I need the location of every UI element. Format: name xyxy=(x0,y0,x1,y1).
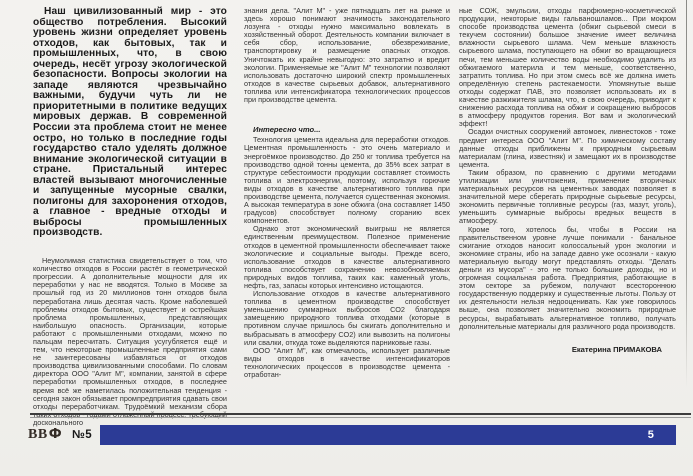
article-column-2 xyxy=(244,7,450,379)
issue-number: №5 xyxy=(72,428,92,441)
paragraph: Однако этот экономический выигрыш не является единственным преимуществом. Полезное применение отходов в цементной промышленности обеспечивает также экологические и социальные выгоды. Прежде всего, использование отходов в качестве альтернативного топлива способствует сохранению невозобновляемых природных видов топлива, таких как: каменный уголь, нефть, газ, запасы которых интенсивно истощаются. xyxy=(244,224,450,291)
paragraph: Таким образом, по сравнению с другими методами утилизации или уничтожения, применение вторичных материальных ресурсов на цементных заводах позволяет в значительной мере сберегать природные сырьевые ресурсы, экономить первичные топливные ресурсы (газ, мазут, уголь), уменьшить суммарные выбросы вредных веществ в атмосферу. xyxy=(459,167,676,226)
paragraph: ные СОЖ, эмульсии, отходы парфюмерно-косметической продукции, некоторые виды гальваношламов... При мокром способе производства цемента (обжиг сырьевой смеси в текучем состоянии) большое значение имеет величина влажности сырьевого шлама. Чем меньше влажность сырьевого шлама, поступающего на обжиг во вращающиеся печи, тем меньшее количество воды необходимо удалить из обжигаемого материла и тем меньше, соответственно, затратить топлива. Но при этом смесь всё же должна иметь определённую степень растекаемости. Упомянутые выше отходы содержат ПАВ, это позволяет использовать их в качестве разжижителя шлама, что, в свою очередь, приводит к снижению расхода топлива на обжиг и сокращению выбросов в атмосферу продуктов горения. Вот вам и экологический эффект! xyxy=(459,6,676,129)
paragraph: знания дела. "Алит М" - уже пятнадцать лет на рынке и здесь хорошо понимают значимость законодательного лозунга - отходы нужно максимально вовлекать в хозяйственный оборот. Деятельность компании включает в себя сбор, использование, обезвреживание, транспортировку и размещение опасных отходов. Уничтожать их крайне невыгодно: это затратно и вредит экологии. Применяемые же "Алит М" технологии позволяют использовать достаточно широкий спектр промышленных отходов в качестве сырьевых добавок, альтернативного топлива или интенсификатора технологических процессов при производстве цемента. xyxy=(244,6,450,105)
logo-emblem-icon: Ф xyxy=(48,426,63,442)
paragraph: Технология цемента идеальна для переработки отходов. Цементная промышленность - это очень материало и энергоёмкое производство. До 250 кг топлива требуется на производство одной тонны цемента, до 35% всех затрат в структуре себестоимости продукции составляет стоимость топлива и электроэнергии, поэтому, используя горючие виды отходов в качестве альтернативного топлива при производстве цемента, получается существенная экономия. А высокая температура в зоне обжига (она составляет 1450 градусов) способствует полному сгоранию всех компонентов. xyxy=(244,135,450,226)
paragraph: ООО "Алит М", как отмечалось, использует различные виды отходов в качестве интенсификаторов технологических процессов в производстве цемента - отработан- xyxy=(244,345,450,380)
footer xyxy=(0,424,693,445)
paragraph: Использование отходов в качестве альтернативного топлива в цементном производстве способствует уменьшению суммарных выбросов СО2 благодаря замещению природного топлива отходами (которые в противном случае пришлось бы сжигать дополнительно и выбрасывать в атмосферу СО2) или вывозить на полигоны или свалки, откуда тоже выделяются парниковые газы. xyxy=(244,289,450,347)
section-heading: Интересно что... xyxy=(253,125,321,135)
footer-bar xyxy=(100,425,676,445)
footer-divider xyxy=(30,413,691,418)
logo-text: ВВ xyxy=(28,426,48,442)
paragraph: Кроме того, хотелось бы, чтобы в России на правительственном уровне лучше понимали - банальное сжигание отходов наносит колоссальный урон экологии и экономике страны, ибо на западе давно уже осознали - какую материальную выгоду могут представлять отходы. "Делать деньги из мусора" - это не только большие доходы, но и огромная социальная работа. Предприятия, работающие в этом секторе за рубежом, получают всестороннюю государственную поддержку и существенные льготы. Пользу от их деятельности нельзя недооценивать. Как уже говорилось выше, она позволяет значительно экономить природные ресурсы, вырабатывать альтернативное топливо, получать дополнительные материалы для различного рода производств. xyxy=(459,224,676,331)
paragraph: Осадки очистных сооружений автомоек, ливнестоков - тоже предмет интереса ООО "Алит М". По химическому составу данные отходы приближены к природным сырьевым материалам (глина, известняк) и замещают их в производстве цемента. xyxy=(459,127,676,169)
paragraph: Неумолимая статистика свидетельствует о том, что количество отходов в России растёт в геометрической прогрессии. А дополнительные мощности для их переработки у нас не вводятся. Только в Москве за прошлый год из 20 миллионов тонн отходов была переработана лишь десятая часть. Кроме наболевшей проблемы отходов бытовых, существует и острейшая проблема промышленных, представляющих наибольшую опасность. Организации, которые работают с промышленными отходами, можно по пальцам пересчитать. Ситуация усугубляется ещё и тем, что некоторые промышленные предприятия сами не заинтересованы избавляться от отходов производства цивилизованными способами. По словам директора ООО "Алит М", компании, занятой в сфере переработки промышленных отходов, в последнее время всё же наметилась положительная тенденция - сегодня закон обязывает промпредприятия сдавать свои отходы переработчикам. Трудоёмкий механизм сбора таких отходов - годами отлаженный процесс, требующий досконального xyxy=(33,256,227,427)
page-number: 5 xyxy=(647,428,654,441)
byline: Екатерина ПРИМАКОВА xyxy=(571,344,662,354)
lead-paragraph: Наш цивилизованный мир - это общество потребления. Высокий уровень жизни определяет уровень отходов, как бытовых, так и промышленных, что, в свою очередь, несёт угрозу экологической безопасности. Вопросы экологии на западе являются чрезвычайно важными, будучи чуть ли не приоритетными в политике ведущих мировых держав. В современной России эта проблема стоит не менее остро, но только в последние годы государство стало уделять должное внимание экологической ситуации в стране. Пристальный интерес властей вызывают многочисленные и запущенные мусорные свалки, полигоны для захоронения отходов, а главное - вредные отходы и выбросы промышленных производств. xyxy=(33,6,227,239)
magazine-logo xyxy=(28,427,62,443)
article-column-1 xyxy=(33,7,227,427)
page-edge-artifact xyxy=(686,0,687,388)
article-column-3 xyxy=(459,7,676,354)
